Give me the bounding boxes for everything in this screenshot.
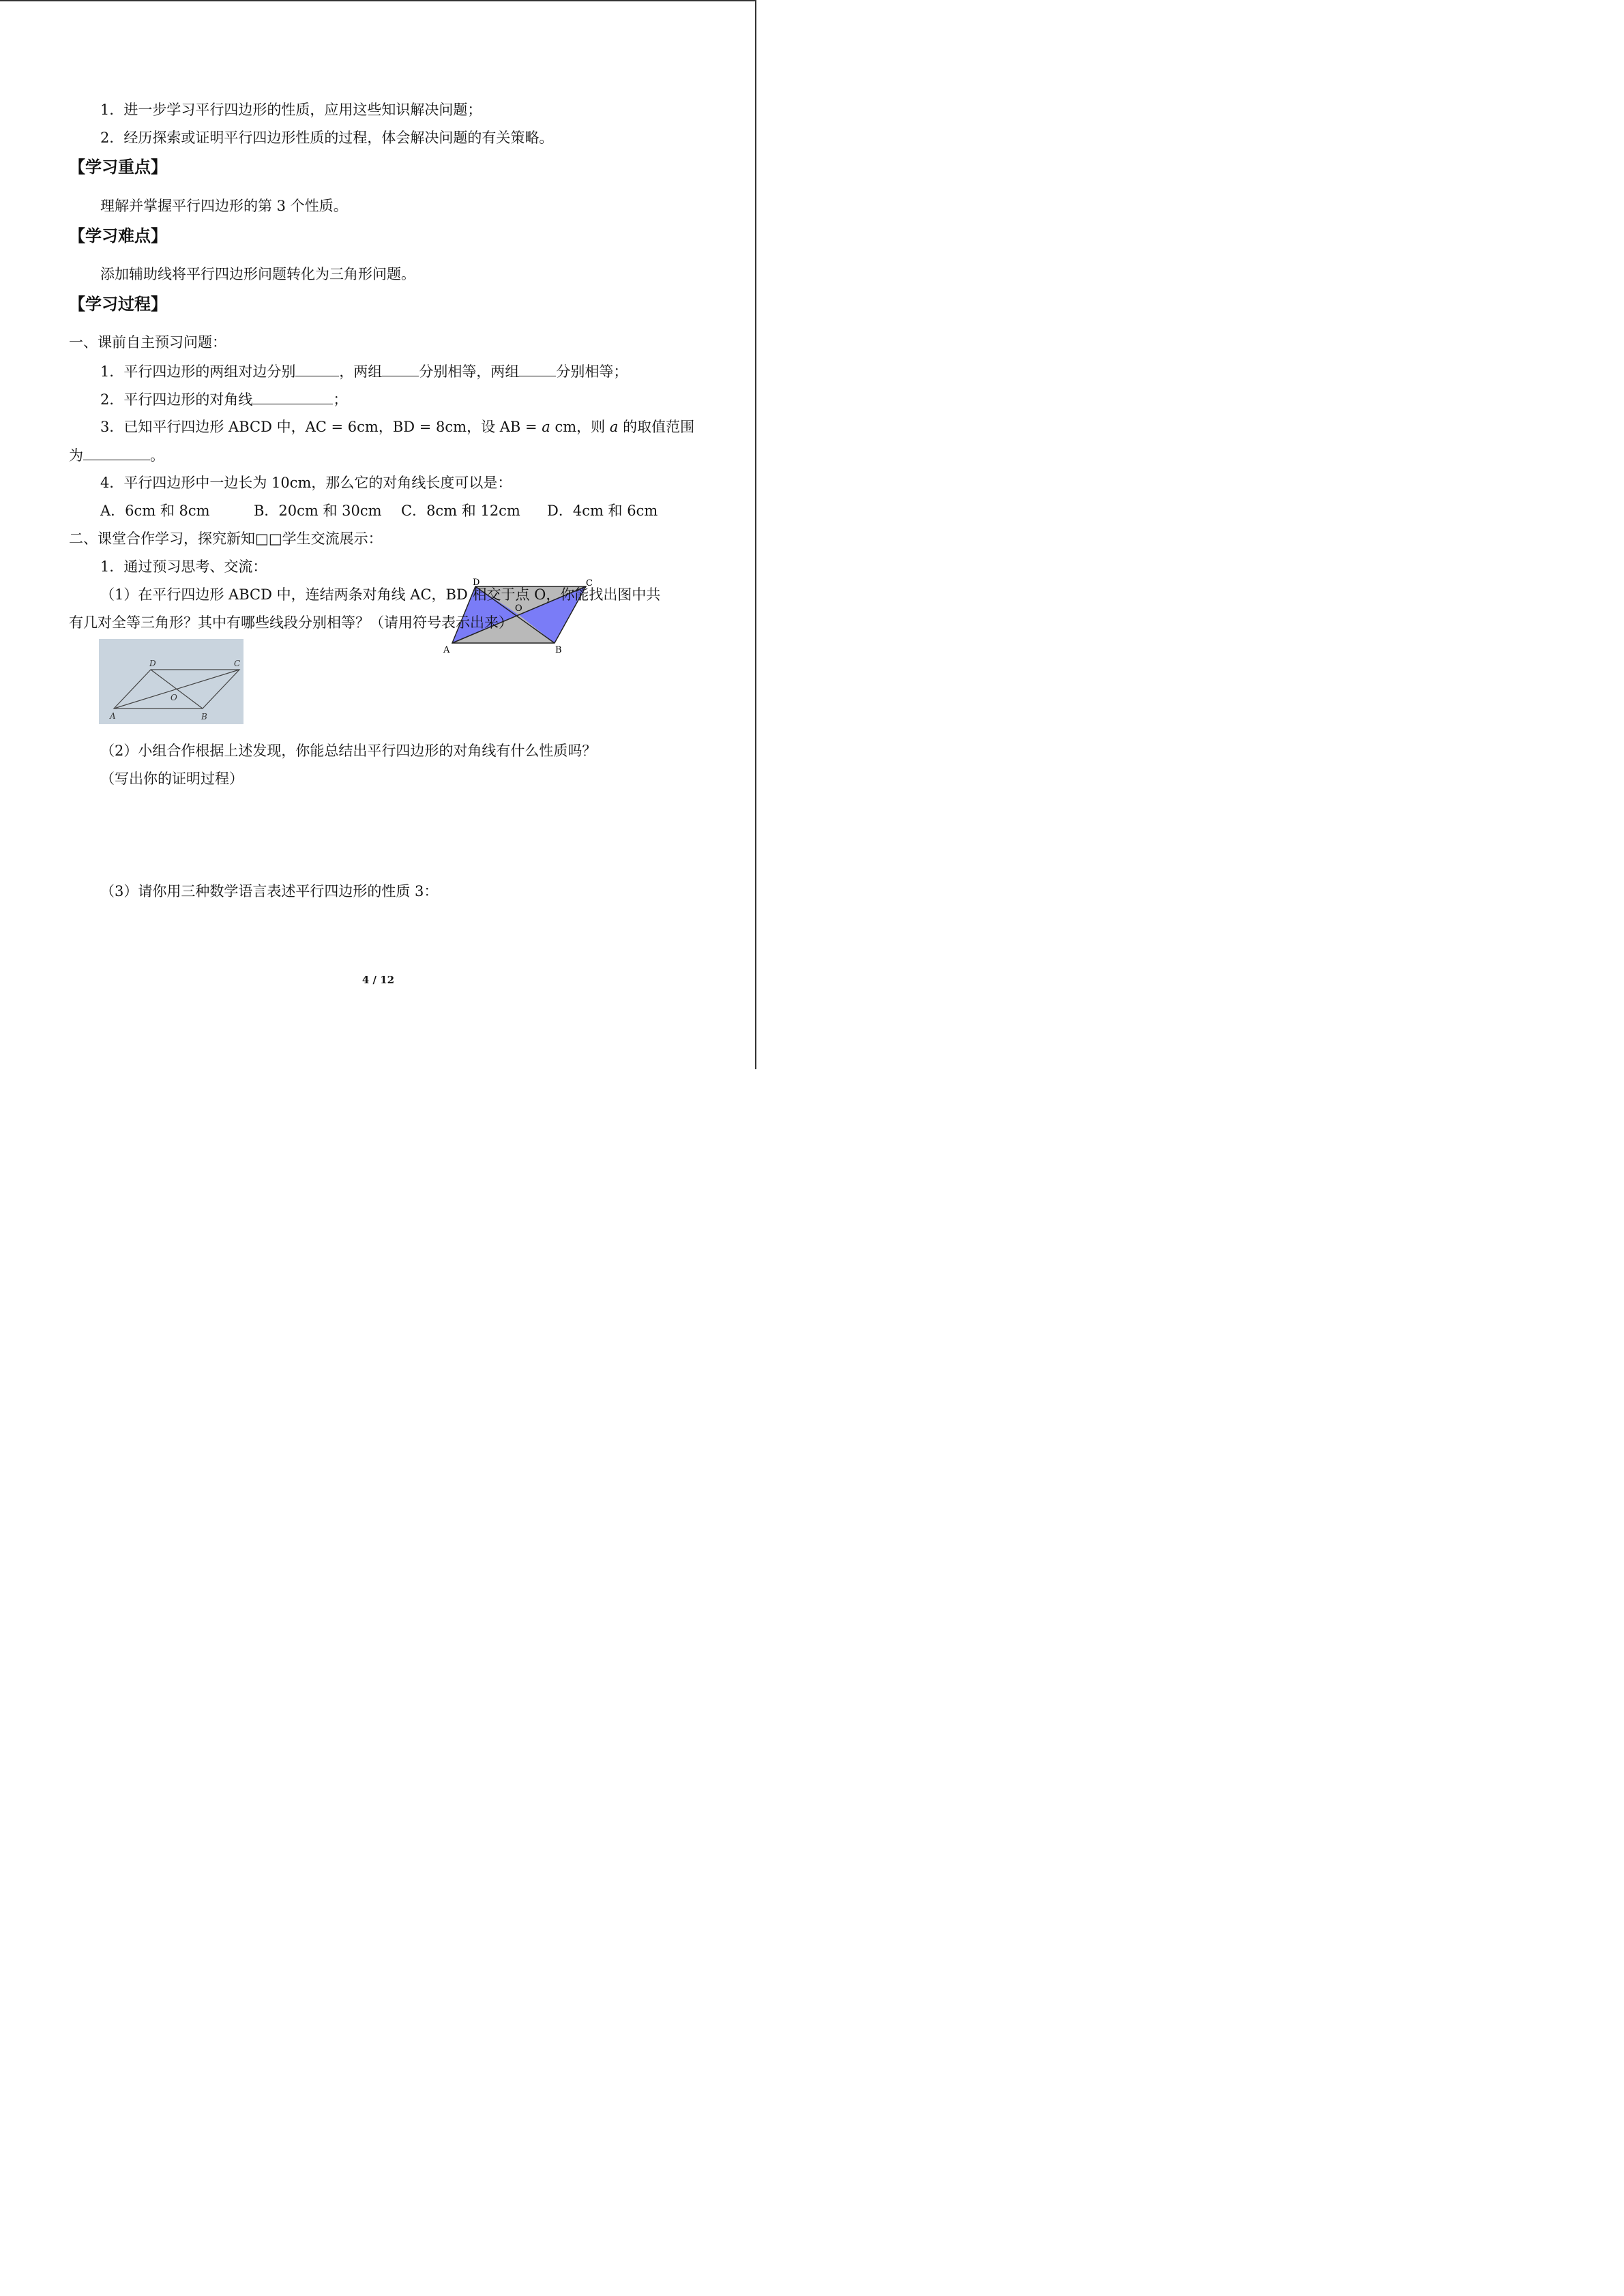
q2-text-a: 2．平行四边形的对角线 [100,391,253,408]
preview-question-2 [100,389,347,410]
option-d: D．4cm 和 6cm [547,503,658,519]
preview-question-1 [100,361,628,382]
photo-label-d: D [149,659,156,668]
q1-text-c: 分别相等，两组 [419,363,520,380]
label-c: C [586,578,593,588]
key-point-heading: 【学习重点】 [69,158,167,177]
question-1-line-1: （1）在平行四边形 ABCD 中，连结两条对角线 AC，BD 相交于点 O，你能找出图中共 [100,586,661,603]
part2-title: 二、课堂合作学习，探究新知□□学生交流展示： [69,531,383,547]
difficulty-heading: 【学习难点】 [69,226,167,245]
difficulty-text: 添加辅助线将平行四边形问题转化为三角形问题。 [100,266,415,282]
variable-a: a [609,419,619,435]
label-d: D [473,578,480,588]
q2-text-b: ； [333,391,348,408]
question-1-line-2: 有几对全等三角形？其中有哪些线段分别相等？（请用符号表示出来） [69,614,513,631]
answer-blank[interactable] [382,361,419,376]
variable-a: a [542,419,550,435]
option-b: B．20cm 和 30cm [254,503,382,519]
q1-text-d: 分别相等； [556,363,628,380]
photo-label-a: A [110,711,116,721]
photo-label-o: O [171,693,177,702]
objective-2: 2．经历探索或证明平行四边形性质的过程，体会解决问题的有关策略。 [100,130,554,146]
label-o: O [515,603,522,614]
label-b: B [555,645,562,655]
q3-text-b: cm，则 [550,419,610,435]
preview-question-4: 4．平行四边形中一边长为 10cm，那么它的对角线长度可以是： [100,475,512,491]
page-top-border [0,0,756,1]
question-2-line-2: （写出你的证明过程） [100,771,243,787]
photo-label-b: B [201,712,207,721]
part2-sub1: 1．通过预习思考、交流： [100,558,267,575]
answer-blank[interactable] [83,445,150,460]
answer-blank[interactable] [252,389,333,404]
q1-text-a: 1．平行四边形的两组对边分别 [100,363,296,380]
answer-blank[interactable] [295,361,339,376]
answer-blank[interactable] [519,361,556,376]
q3-text-e: 。 [150,447,164,464]
question-2-line-1: （2）小组合作根据上述发现，你能总结出平行四边形的对角线有什么性质吗？ [100,743,597,759]
q3-text-c: 的取值范围 [618,419,695,435]
q3-text-d: 为 [69,447,83,464]
q3-text-a: 3．已知平行四边形 ABCD 中，AC = 6cm，BD = 8cm，设 AB = [100,419,542,435]
photo-diagonal-bd [151,670,203,709]
question-3: （3）请你用三种数学语言表述平行四边形的性质 3： [100,883,439,899]
label-a: A [443,645,450,655]
part1-title: 一、课前自主预习问题： [69,334,226,351]
q1-text-b: ，两组 [339,363,383,380]
page-right-border [755,0,756,1069]
objective-1: 1．进一步学习平行四边形的性质，应用这些知识解决问题； [100,102,482,118]
preview-question-3-cont [69,445,164,466]
preview-question-3 [100,417,694,437]
parallelogram-photo [99,639,243,724]
parallelogram-photo-drawing [99,639,243,724]
option-c: C．8cm 和 12cm [401,503,520,519]
option-a: A．6cm 和 8cm [100,503,210,519]
page-number: 4 / 12 [361,974,395,986]
key-point-text: 理解并掌握平行四边形的第 3 个性质。 [100,198,348,214]
photo-label-c: C [234,659,241,668]
process-heading: 【学习过程】 [69,295,167,314]
